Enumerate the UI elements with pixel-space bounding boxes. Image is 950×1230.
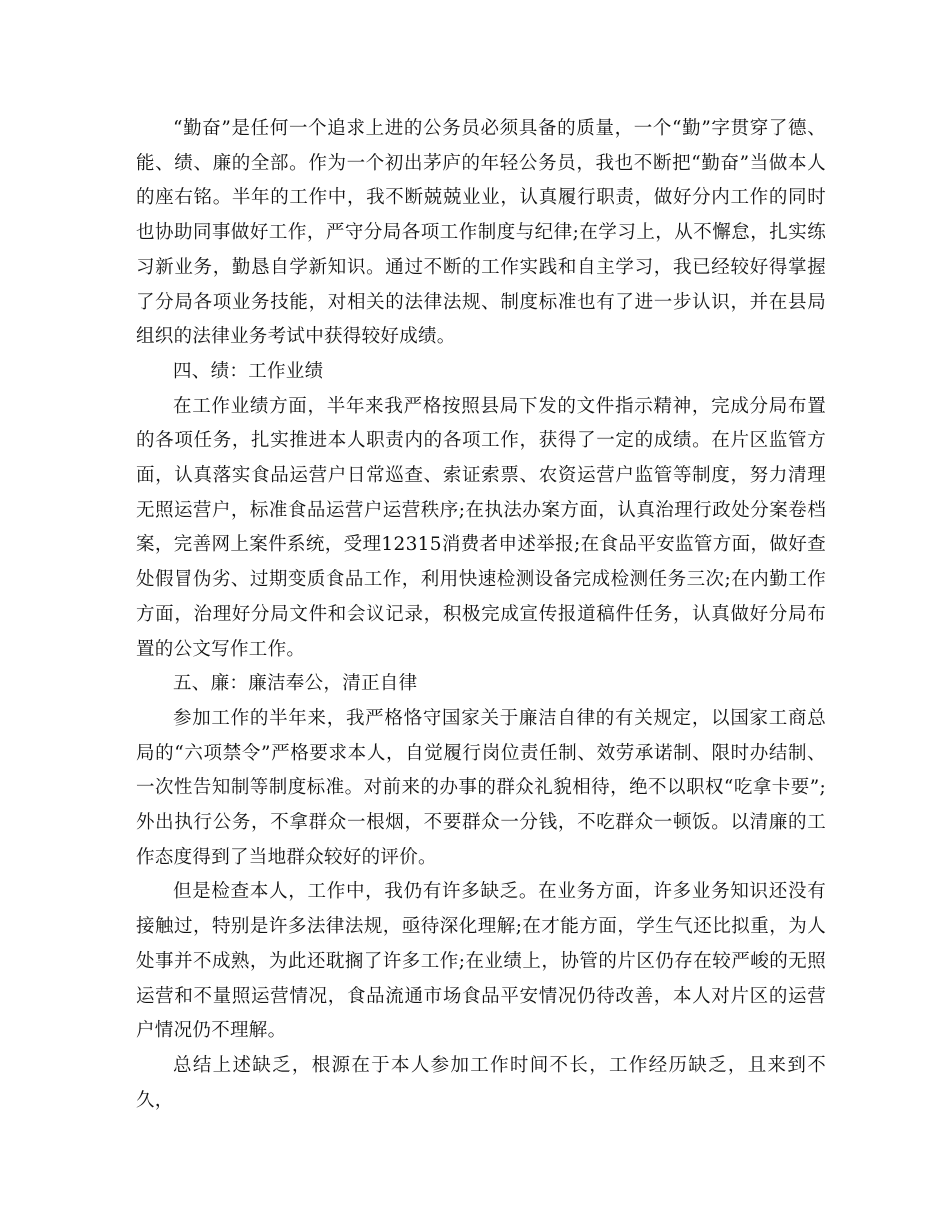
paragraph-diligence: “勤奋”是任何一个追求上进的公务员必须具备的质量，一个“勤”字贯穿了德、能、绩、廉的全部。作为一个初出茅庐的年轻公务员，我也不断把“勤奋”当做本人的座右铭。半年的工作中，我不断兢兢业业，认真履行职责，做好分内工作的同时也协助同事做好工作，严守分局各项工作制度与纪律;在学习上，从不懈怠，扎实练习新业务，勤恳自学新知识。通过不断的工作实践和自主学习，我已经较好得掌握了分局各项业务技能，对相关的法律法规、制度标准也有了进一步认识，并在县局组织的法律业务考试中获得较好成绩。 — [136, 118, 826, 348]
paragraph-integrity: 参加工作的半年来，我严格恪守国家关于廉洁自律的有关规定，以国家工商总局的“六项禁令”严格要求本人，自觉履行岗位责任制、效劳承诺制、限时办结制、一次性告知制等制度标准。对前来的办事的群众礼貌相待，绝不以职权“吃拿卡要”;外出执行公务，不拿群众一根烟，不要群众一分钱，不吃群众一顿饭。以清廉的工作态度得到了当地群众较好的评价。 — [136, 707, 826, 868]
section-heading-integrity: 五、廉：廉洁奉公，清正自律 — [173, 673, 418, 695]
paragraph-shortcomings: 但是检查本人，工作中，我仍有许多缺乏。在业务方面，许多业务知识还没有接触过，特别是许多法律法规，亟待深化理解;在才能方面，学生气还比拟重，为人处事并不成熟，为此还耽搁了许多工作;在业绩上，协管的片区仍存在较严峻的无照运营和不量照运营情况，食品流通市场食品平安情况仍待改善，本人对片区的运营户情况仍不理解。 — [136, 881, 826, 1042]
paragraph-achievements: 在工作业绩方面，半年来我严格按照县局下发的文件指示精神，完成分局布置的各项任务，扎实推进本人职责内的各项工作，获得了一定的成绩。在片区监管方面，认真落实食品运营户日常巡查、索证索票、农资运营户监管等制度，努力清理无照运营户，标准食品运营户运营秩序;在执法办案方面，认真治理行政处分案卷档案，完善网上案件系统，受理12315消费者申述举报;在食品平安监管方面，做好查处假冒伪劣、过期变质食品工作，利用快速检测设备完成检测任务三次;在内勤工作方面，治理好分局文件和会议记录，积极完成宣传报道稿件任务，认真做好分局布置的公文写作工作。 — [136, 395, 826, 660]
section-heading-achievements: 四、绩：工作业绩 — [173, 360, 324, 382]
document-body — [136, 112, 826, 1118]
paragraph-summary: 总结上述缺乏，根源在于本人参加工作时间不长，工作经历缺乏，且来到不久， — [136, 1054, 826, 1111]
